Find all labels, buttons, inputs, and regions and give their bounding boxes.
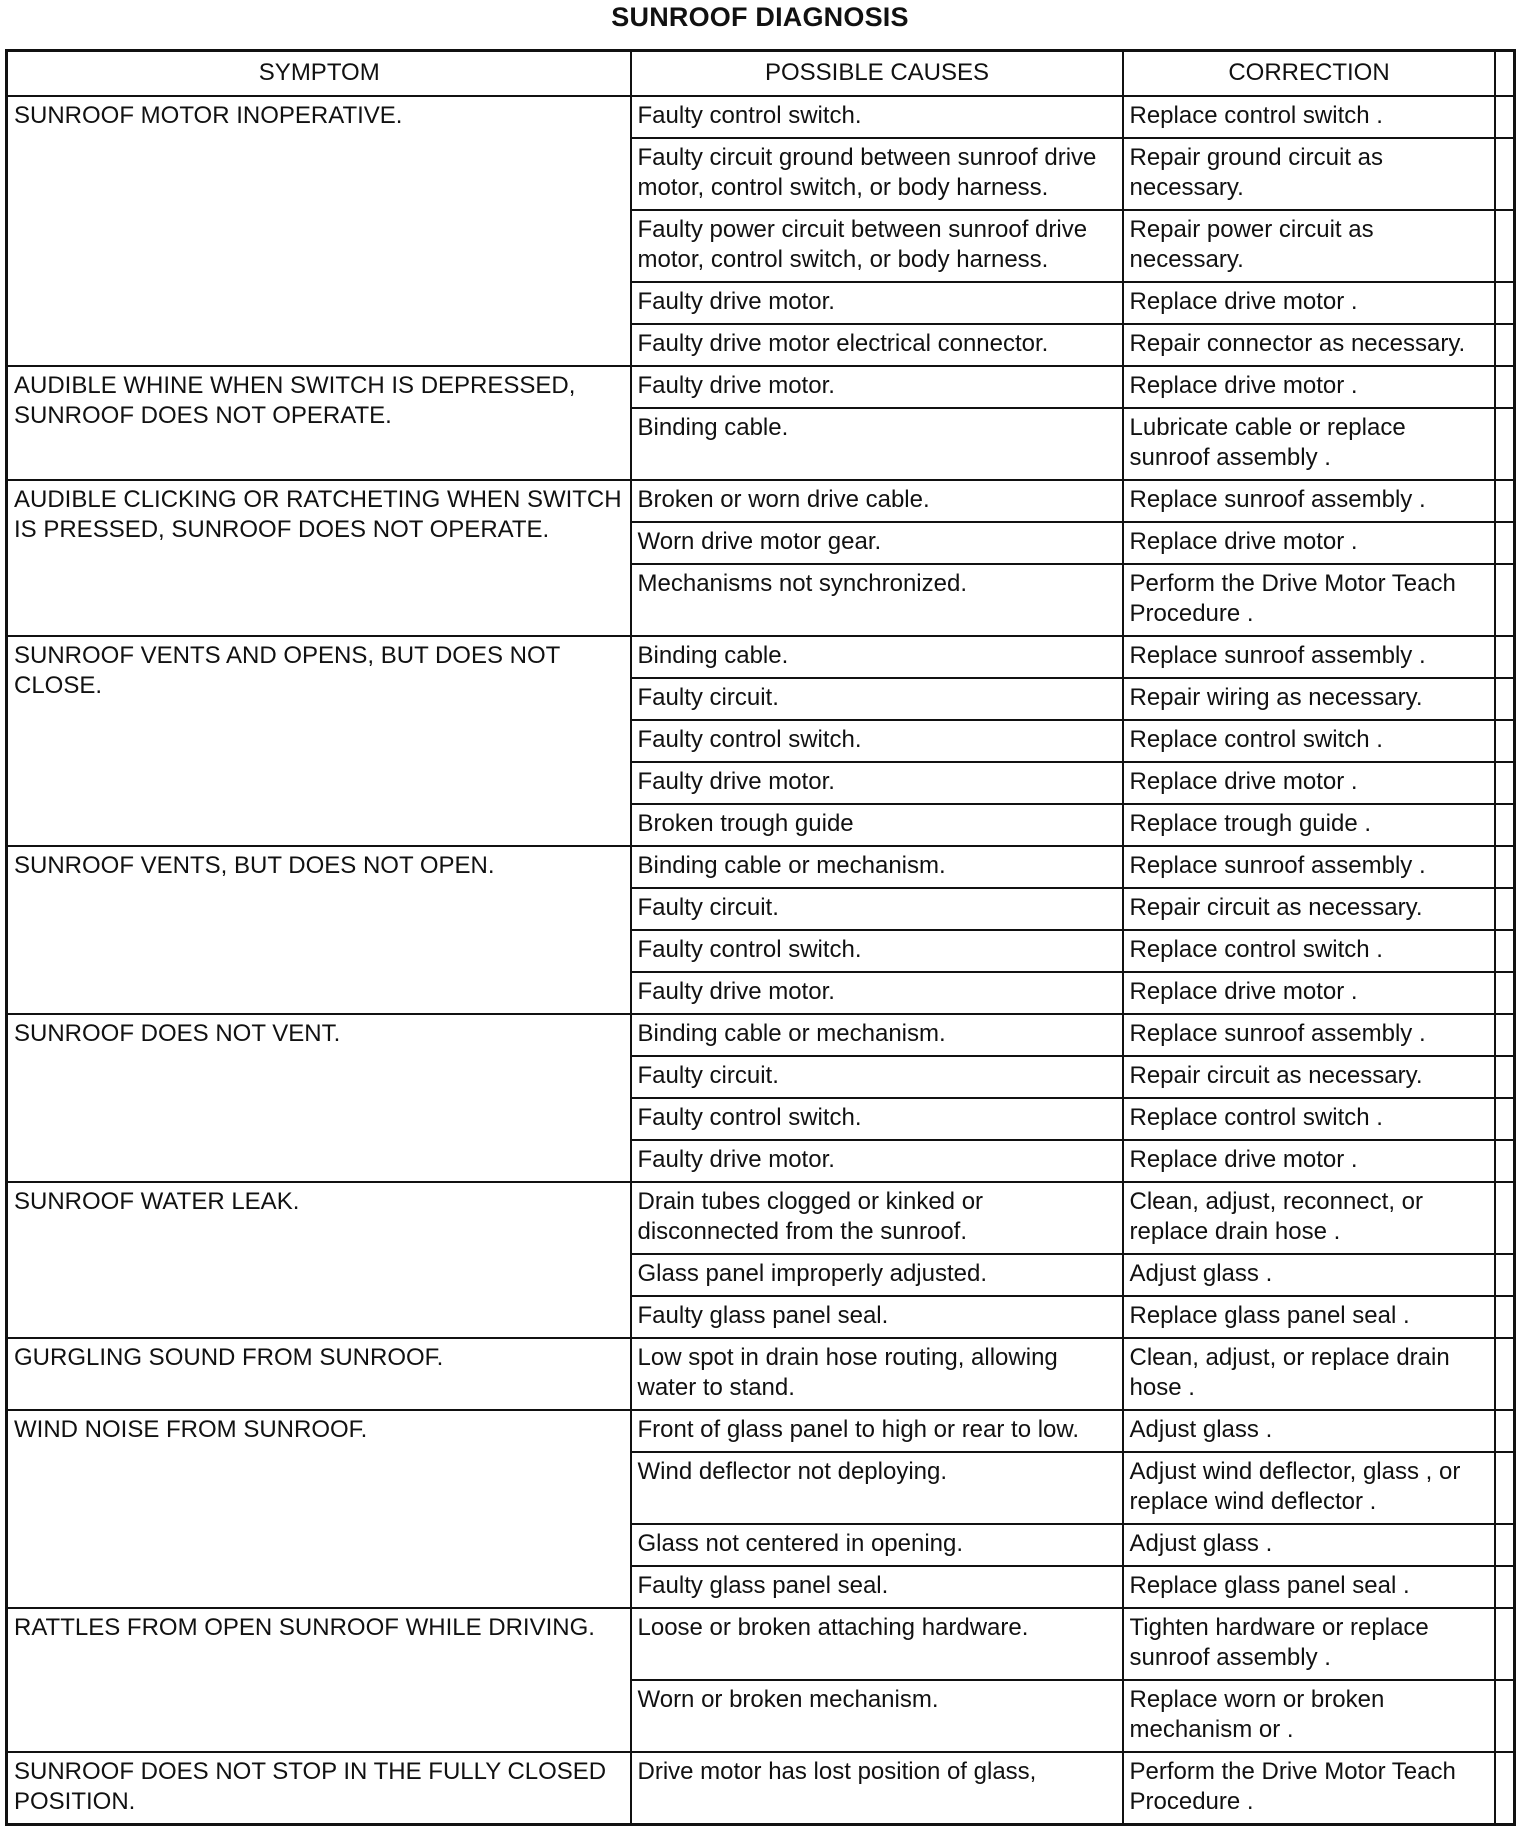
- possible-cause-cell: Faulty drive motor electrical connector.: [631, 324, 1123, 366]
- blank-column-cell: [1495, 1338, 1515, 1410]
- possible-cause-cell: Faulty control switch.: [631, 720, 1123, 762]
- possible-cause-cell: Front of glass panel to high or rear to low.: [631, 1410, 1123, 1452]
- table-row: [7, 480, 1515, 522]
- possible-cause-cell: Faulty drive motor.: [631, 366, 1123, 408]
- blank-column-cell: [1495, 1524, 1515, 1566]
- correction-cell: Replace drive motor .: [1123, 522, 1495, 564]
- correction-cell: Perform the Drive Motor Teach Procedure .: [1123, 564, 1495, 636]
- correction-cell: Adjust glass .: [1123, 1524, 1495, 1566]
- correction-cell: Adjust glass .: [1123, 1254, 1495, 1296]
- symptom-cell: SUNROOF VENTS AND OPENS, BUT DOES NOT CLOSE.: [7, 636, 631, 846]
- page-title: SUNROOF DIAGNOSIS: [611, 2, 909, 32]
- blank-column-cell: [1495, 1056, 1515, 1098]
- symptom-cell: WIND NOISE FROM SUNROOF.: [7, 1410, 631, 1608]
- symptom-cell: AUDIBLE WHINE WHEN SWITCH IS DEPRESSED, SUNROOF DOES NOT OPERATE.: [7, 366, 631, 480]
- possible-cause-cell: Faulty power circuit between sunroof drive motor, control switch, or body harness.: [631, 210, 1123, 282]
- blank-column-cell: [1495, 1608, 1515, 1680]
- possible-cause-cell: Faulty drive motor.: [631, 972, 1123, 1014]
- possible-cause-cell: Loose or broken attaching hardware.: [631, 1608, 1123, 1680]
- possible-cause-cell: Broken or worn drive cable.: [631, 480, 1123, 522]
- correction-cell: Perform the Drive Motor Teach Procedure .: [1123, 1752, 1495, 1825]
- possible-cause-cell: Drain tubes clogged or kinked or disconnected from the sunroof.: [631, 1182, 1123, 1254]
- blank-column-cell: [1495, 1296, 1515, 1338]
- blank-column-cell: [1495, 1182, 1515, 1254]
- blank-column-cell: [1495, 1752, 1515, 1825]
- correction-cell: Clean, adjust, or replace drain hose .: [1123, 1338, 1495, 1410]
- blank-column-cell: [1495, 366, 1515, 408]
- possible-cause-cell: Faulty control switch.: [631, 930, 1123, 972]
- symptom-cell: SUNROOF DOES NOT VENT.: [7, 1014, 631, 1182]
- blank-column-cell: [1495, 138, 1515, 210]
- correction-cell: Adjust wind deflector, glass , or replace wind deflector .: [1123, 1452, 1495, 1524]
- possible-cause-cell: Low spot in drain hose routing, allowing water to stand.: [631, 1338, 1123, 1410]
- correction-cell: Repair connector as necessary.: [1123, 324, 1495, 366]
- table-row: [7, 1014, 1515, 1056]
- blank-column-cell: [1495, 762, 1515, 804]
- symptom-cell: SUNROOF MOTOR INOPERATIVE.: [7, 96, 631, 366]
- blank-column-cell: [1495, 972, 1515, 1014]
- blank-column-cell: [1495, 846, 1515, 888]
- possible-cause-cell: Faulty drive motor.: [631, 1140, 1123, 1182]
- possible-cause-cell: Binding cable.: [631, 636, 1123, 678]
- table-body: [7, 96, 1515, 1825]
- possible-cause-cell: Faulty control switch.: [631, 1098, 1123, 1140]
- correction-cell: Replace sunroof assembly .: [1123, 1014, 1495, 1056]
- correction-cell: Replace drive motor .: [1123, 972, 1495, 1014]
- blank-column-cell: [1495, 1566, 1515, 1608]
- possible-causes-header: POSSIBLE CAUSES: [631, 51, 1123, 97]
- correction-cell: Replace worn or broken mechanism or .: [1123, 1680, 1495, 1752]
- header-row: [7, 51, 1515, 97]
- blank-column-cell: [1495, 564, 1515, 636]
- blank-column-cell: [1495, 1254, 1515, 1296]
- blank-column-cell: [1495, 1680, 1515, 1752]
- table-row: [7, 1410, 1515, 1452]
- table-row: [7, 1338, 1515, 1410]
- correction-cell: Tighten hardware or replace sunroof assembly .: [1123, 1608, 1495, 1680]
- possible-cause-cell: Glass not centered in opening.: [631, 1524, 1123, 1566]
- correction-header: CORRECTION: [1123, 51, 1495, 97]
- table-row: [7, 366, 1515, 408]
- table-row: [7, 1752, 1515, 1825]
- blank-column-cell: [1495, 96, 1515, 138]
- blank-column-cell: [1495, 888, 1515, 930]
- blank-column-cell: [1495, 480, 1515, 522]
- correction-cell: Replace drive motor .: [1123, 1140, 1495, 1182]
- correction-cell: Replace control switch .: [1123, 1098, 1495, 1140]
- possible-cause-cell: Wind deflector not deploying.: [631, 1452, 1123, 1524]
- correction-cell: Replace drive motor .: [1123, 282, 1495, 324]
- correction-cell: Replace sunroof assembly .: [1123, 846, 1495, 888]
- possible-cause-cell: Binding cable or mechanism.: [631, 846, 1123, 888]
- correction-cell: Adjust glass .: [1123, 1410, 1495, 1452]
- blank-column-cell: [1495, 210, 1515, 282]
- blank-column-header: [1495, 51, 1515, 97]
- blank-column-cell: [1495, 1014, 1515, 1056]
- blank-column-cell: [1495, 408, 1515, 480]
- table-row: [7, 1608, 1515, 1680]
- symptom-cell: RATTLES FROM OPEN SUNROOF WHILE DRIVING.: [7, 1608, 631, 1752]
- symptom-cell: SUNROOF WATER LEAK.: [7, 1182, 631, 1338]
- table-row: [7, 1182, 1515, 1254]
- correction-cell: Replace control switch .: [1123, 930, 1495, 972]
- correction-cell: Replace trough guide .: [1123, 804, 1495, 846]
- symptom-header: SYMPTOM: [7, 51, 631, 97]
- possible-cause-cell: Worn drive motor gear.: [631, 522, 1123, 564]
- blank-column-cell: [1495, 636, 1515, 678]
- possible-cause-cell: Broken trough guide: [631, 804, 1123, 846]
- possible-cause-cell: Faulty circuit.: [631, 888, 1123, 930]
- possible-cause-cell: Mechanisms not synchronized.: [631, 564, 1123, 636]
- correction-cell: Repair ground circuit as necessary.: [1123, 138, 1495, 210]
- possible-cause-cell: Faulty glass panel seal.: [631, 1296, 1123, 1338]
- correction-cell: Replace control switch .: [1123, 720, 1495, 762]
- correction-cell: Replace control switch .: [1123, 96, 1495, 138]
- blank-column-cell: [1495, 930, 1515, 972]
- possible-cause-cell: Faulty control switch.: [631, 96, 1123, 138]
- correction-cell: Clean, adjust, reconnect, or replace drain hose .: [1123, 1182, 1495, 1254]
- blank-column-cell: [1495, 1452, 1515, 1524]
- symptom-cell: GURGLING SOUND FROM SUNROOF.: [7, 1338, 631, 1410]
- possible-cause-cell: Faulty glass panel seal.: [631, 1566, 1123, 1608]
- possible-cause-cell: Faulty drive motor.: [631, 762, 1123, 804]
- blank-column-cell: [1495, 720, 1515, 762]
- table-row: [7, 846, 1515, 888]
- correction-cell: Lubricate cable or replace sunroof assembly .: [1123, 408, 1495, 480]
- correction-cell: Replace drive motor .: [1123, 366, 1495, 408]
- possible-cause-cell: Drive motor has lost position of glass,: [631, 1752, 1123, 1825]
- symptom-cell: AUDIBLE CLICKING OR RATCHETING WHEN SWITCH IS PRESSED, SUNROOF DOES NOT OPERATE.: [7, 480, 631, 636]
- blank-column-cell: [1495, 1140, 1515, 1182]
- correction-cell: Repair wiring as necessary.: [1123, 678, 1495, 720]
- possible-cause-cell: Faulty circuit ground between sunroof drive motor, control switch, or body harness.: [631, 138, 1123, 210]
- correction-cell: Replace sunroof assembly .: [1123, 480, 1495, 522]
- blank-column-cell: [1495, 1098, 1515, 1140]
- blank-column-cell: [1495, 522, 1515, 564]
- possible-cause-cell: Binding cable or mechanism.: [631, 1014, 1123, 1056]
- correction-cell: Repair circuit as necessary.: [1123, 1056, 1495, 1098]
- blank-column-cell: [1495, 1410, 1515, 1452]
- blank-column-cell: [1495, 804, 1515, 846]
- blank-column-cell: [1495, 282, 1515, 324]
- correction-cell: Replace glass panel seal .: [1123, 1566, 1495, 1608]
- possible-cause-cell: Worn or broken mechanism.: [631, 1680, 1123, 1752]
- diagnosis-table: [5, 49, 1516, 1826]
- possible-cause-cell: Faulty circuit.: [631, 678, 1123, 720]
- blank-column-cell: [1495, 324, 1515, 366]
- possible-cause-cell: Binding cable.: [631, 408, 1123, 480]
- table-row: [7, 636, 1515, 678]
- correction-cell: Replace drive motor .: [1123, 762, 1495, 804]
- possible-cause-cell: Glass panel improperly adjusted.: [631, 1254, 1123, 1296]
- correction-cell: Replace glass panel seal .: [1123, 1296, 1495, 1338]
- correction-cell: Repair circuit as necessary.: [1123, 888, 1495, 930]
- correction-cell: Repair power circuit as necessary.: [1123, 210, 1495, 282]
- symptom-cell: SUNROOF VENTS, BUT DOES NOT OPEN.: [7, 846, 631, 1014]
- possible-cause-cell: Faulty drive motor.: [631, 282, 1123, 324]
- possible-cause-cell: Faulty circuit.: [631, 1056, 1123, 1098]
- table-row: [7, 96, 1515, 138]
- correction-cell: Replace sunroof assembly .: [1123, 636, 1495, 678]
- blank-column-cell: [1495, 678, 1515, 720]
- symptom-cell: SUNROOF DOES NOT STOP IN THE FULLY CLOSED POSITION.: [7, 1752, 631, 1825]
